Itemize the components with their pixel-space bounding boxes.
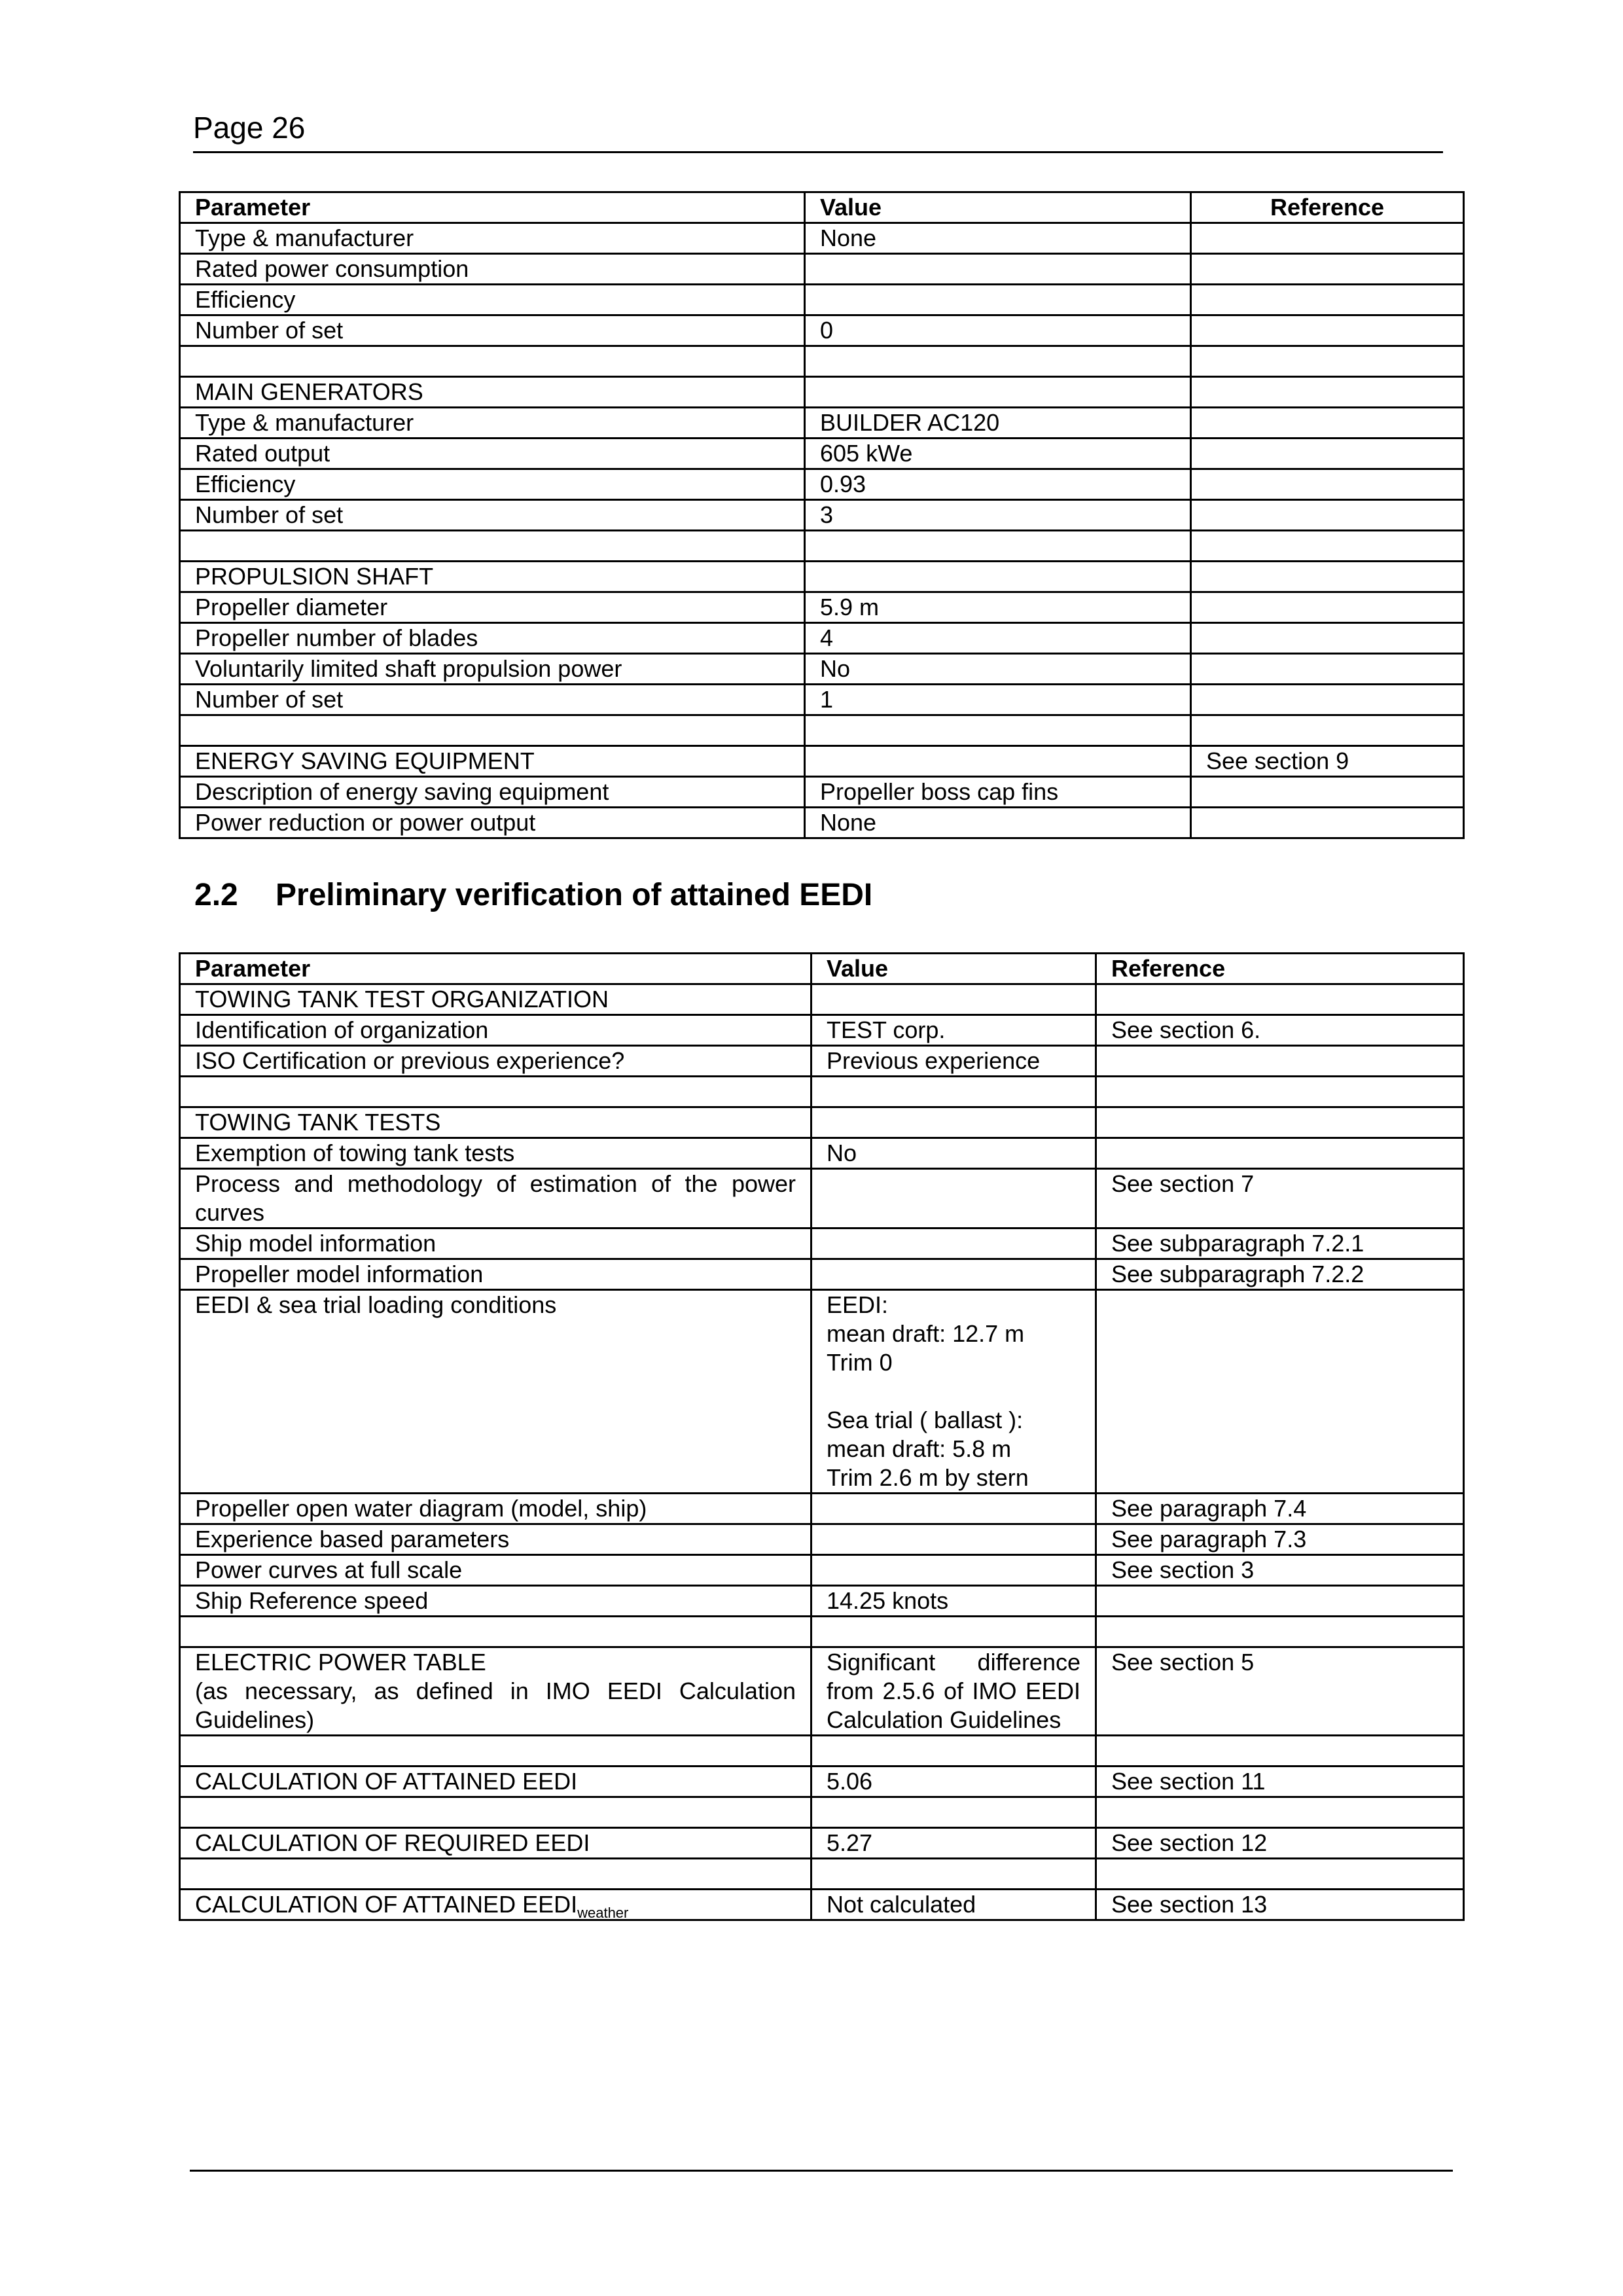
- reference-cell: See section 3: [1096, 1555, 1464, 1586]
- reference-cell: [1096, 1138, 1464, 1169]
- value-cell: [812, 1797, 1096, 1828]
- reference-cell: [1191, 592, 1464, 623]
- table-row: [180, 1555, 1464, 1586]
- reference-cell: [1191, 377, 1464, 408]
- value-cell: [812, 1555, 1096, 1586]
- reference-cell: [1191, 685, 1464, 715]
- table-row: [180, 469, 1464, 500]
- column-header-reference: Reference: [1096, 954, 1464, 984]
- parameter-cell: Efficiency: [180, 285, 805, 315]
- value-cell: [805, 254, 1191, 285]
- reference-cell: [1096, 1290, 1464, 1494]
- table-row: [180, 1797, 1464, 1828]
- parameter-cell: [180, 1617, 812, 1647]
- table-row: [180, 1229, 1464, 1259]
- value-cell: 3: [805, 500, 1191, 531]
- value-cell: [805, 715, 1191, 746]
- value-cell: [812, 1859, 1096, 1890]
- value-cell: Not calculated: [812, 1890, 1096, 1920]
- parameter-cell: [180, 1797, 812, 1828]
- reference-cell: [1096, 1736, 1464, 1767]
- section-heading: [194, 877, 872, 914]
- table-row: [180, 377, 1464, 408]
- value-cell: [812, 1617, 1096, 1647]
- reference-cell: [1191, 808, 1464, 838]
- parameter-cell: Ship model information: [180, 1229, 812, 1259]
- value-cell: 4: [805, 623, 1191, 654]
- table-row: [180, 500, 1464, 531]
- value-cell: 0.93: [805, 469, 1191, 500]
- table-header-row: [180, 192, 1464, 223]
- value-cell: No: [805, 654, 1191, 685]
- reference-cell: [1096, 1107, 1464, 1138]
- parameter-cell: Rated power consumption: [180, 254, 805, 285]
- value-cell: None: [805, 808, 1191, 838]
- table-row: [180, 408, 1464, 439]
- reference-cell: [1096, 1586, 1464, 1617]
- reference-cell: [1191, 562, 1464, 592]
- table-row: [180, 623, 1464, 654]
- parameter-cell: Experience based parameters: [180, 1524, 812, 1555]
- value-cell: [805, 377, 1191, 408]
- page-header: [193, 113, 1443, 153]
- table-row: [180, 1890, 1464, 1920]
- parameter-cell: EEDI & sea trial loading conditions: [180, 1290, 812, 1494]
- table-row: [180, 1015, 1464, 1046]
- reference-cell: [1191, 654, 1464, 685]
- value-cell: Propeller boss cap fins: [805, 777, 1191, 808]
- table-row: [180, 1647, 1464, 1736]
- parameter-cell: Number of set: [180, 315, 805, 346]
- parameter-cell: Propeller number of blades: [180, 623, 805, 654]
- generator-propulsion-table: [179, 191, 1465, 839]
- reference-cell: See subparagraph 7.2.1: [1096, 1229, 1464, 1259]
- value-cell: [805, 562, 1191, 592]
- parameter-cell: [180, 1077, 812, 1107]
- footer-rule: [190, 2170, 1453, 2172]
- value-cell: [812, 984, 1096, 1015]
- table-row: [180, 439, 1464, 469]
- reference-cell: [1191, 623, 1464, 654]
- value-cell: [812, 1494, 1096, 1524]
- parameter-text: CALCULATION OF ATTAINED EEDI: [195, 1891, 578, 1918]
- table-row: [180, 1107, 1464, 1138]
- table-row: [180, 777, 1464, 808]
- reference-cell: [1191, 223, 1464, 254]
- value-cell: [812, 1169, 1096, 1229]
- table-row: [180, 1138, 1464, 1169]
- reference-cell: See section 12: [1096, 1828, 1464, 1859]
- value-cell: 1: [805, 685, 1191, 715]
- value-cell: 5.27: [812, 1828, 1096, 1859]
- weather-subscript: weather: [577, 1905, 629, 1920]
- reference-cell: See subparagraph 7.2.2: [1096, 1259, 1464, 1290]
- parameter-cell: [180, 1736, 812, 1767]
- parameter-cell: Propeller model information: [180, 1259, 812, 1290]
- parameter-cell: [180, 1859, 812, 1890]
- table-row: [180, 531, 1464, 562]
- parameter-cell: Number of set: [180, 685, 805, 715]
- column-header-value: Value: [805, 192, 1191, 223]
- section-number: 2.2: [194, 878, 238, 912]
- value-cell: 5.9 m: [805, 592, 1191, 623]
- reference-cell: [1096, 984, 1464, 1015]
- value-cell: 605 kWe: [805, 439, 1191, 469]
- reference-cell: [1096, 1859, 1464, 1890]
- parameter-cell: Power reduction or power output: [180, 808, 805, 838]
- parameter-cell: Rated output: [180, 439, 805, 469]
- table-row: [180, 1859, 1464, 1890]
- reference-cell: [1191, 531, 1464, 562]
- parameter-cell: Type & manufacturer: [180, 223, 805, 254]
- parameter-cell: PROPULSION SHAFT: [180, 562, 805, 592]
- table-row: [180, 1259, 1464, 1290]
- table-row: [180, 685, 1464, 715]
- reference-cell: See paragraph 7.3: [1096, 1524, 1464, 1555]
- reference-cell: See section 7: [1096, 1169, 1464, 1229]
- parameter-cell: [180, 531, 805, 562]
- table-row: [180, 315, 1464, 346]
- reference-cell: See section 5: [1096, 1647, 1464, 1736]
- parameter-cell: [180, 1890, 812, 1920]
- value-cell: 5.06: [812, 1767, 1096, 1797]
- parameter-cell: Process and methodology of estimation of the power curves: [180, 1169, 812, 1229]
- reference-cell: See section 9: [1191, 746, 1464, 777]
- value-cell: [805, 746, 1191, 777]
- section-title: Preliminary verification of attained EEDI: [276, 878, 873, 912]
- table-row: [180, 1290, 1464, 1494]
- table-row: [180, 715, 1464, 746]
- reference-cell: [1096, 1046, 1464, 1077]
- reference-cell: See paragraph 7.4: [1096, 1494, 1464, 1524]
- table-row: [180, 562, 1464, 592]
- parameter-cell: MAIN GENERATORS: [180, 377, 805, 408]
- table-row: [180, 1046, 1464, 1077]
- value-cell: 0: [805, 315, 1191, 346]
- parameter-cell: Identification of organization: [180, 1015, 812, 1046]
- table-row: [180, 746, 1464, 777]
- column-header-reference: Reference: [1191, 192, 1464, 223]
- reference-cell: See section 13: [1096, 1890, 1464, 1920]
- table-row: [180, 285, 1464, 315]
- parameter-cell: Propeller diameter: [180, 592, 805, 623]
- reference-cell: [1191, 315, 1464, 346]
- reference-cell: [1191, 500, 1464, 531]
- parameter-cell: Exemption of towing tank tests: [180, 1138, 812, 1169]
- value-cell: No: [812, 1138, 1096, 1169]
- table-row: [180, 1524, 1464, 1555]
- parameter-cell: Type & manufacturer: [180, 408, 805, 439]
- table-row: [180, 1617, 1464, 1647]
- value-cell: EEDI: mean draft: 12.7 m Trim 0 Sea trial ( ballast ): mean draft: 5.8 m Trim 2.6 m by stern: [812, 1290, 1096, 1494]
- parameter-cell: Description of energy saving equipment: [180, 777, 805, 808]
- table-row: [180, 1767, 1464, 1797]
- value-cell: [812, 1524, 1096, 1555]
- value-cell: [812, 1736, 1096, 1767]
- table-row: [180, 1736, 1464, 1767]
- value-cell: [812, 1259, 1096, 1290]
- reference-cell: [1191, 715, 1464, 746]
- parameter-cell: ELECTRIC POWER TABLE (as necessary, as defined in IMO EEDI Calculation Guidelines): [180, 1647, 812, 1736]
- table-row: [180, 1169, 1464, 1229]
- parameter-cell: CALCULATION OF REQUIRED EEDI: [180, 1828, 812, 1859]
- table-row: [180, 1586, 1464, 1617]
- value-cell: [805, 346, 1191, 377]
- table-row: [180, 254, 1464, 285]
- eedi-verification-table: [179, 952, 1465, 1921]
- table-row: [180, 654, 1464, 685]
- column-header-parameter: Parameter: [180, 192, 805, 223]
- reference-cell: [1191, 254, 1464, 285]
- value-cell: None: [805, 223, 1191, 254]
- reference-cell: [1191, 408, 1464, 439]
- parameter-cell: TOWING TANK TEST ORGANIZATION: [180, 984, 812, 1015]
- parameter-cell: Voluntarily limited shaft propulsion power: [180, 654, 805, 685]
- reference-cell: [1191, 469, 1464, 500]
- parameter-cell: CALCULATION OF ATTAINED EEDI: [180, 1767, 812, 1797]
- parameter-cell: ENERGY SAVING EQUIPMENT: [180, 746, 805, 777]
- reference-cell: [1191, 777, 1464, 808]
- parameter-cell: ISO Certification or previous experience?: [180, 1046, 812, 1077]
- value-cell: [805, 531, 1191, 562]
- reference-cell: [1096, 1077, 1464, 1107]
- value-cell: TEST corp.: [812, 1015, 1096, 1046]
- value-cell: [812, 1107, 1096, 1138]
- reference-cell: See section 11: [1096, 1767, 1464, 1797]
- value-cell: 14.25 knots: [812, 1586, 1096, 1617]
- table-header-row: [180, 954, 1464, 984]
- column-header-parameter: Parameter: [180, 954, 812, 984]
- value-cell: Significant difference from 2.5.6 of IMO EEDI Calculation Guidelines: [812, 1647, 1096, 1736]
- reference-cell: [1096, 1797, 1464, 1828]
- reference-cell: [1191, 439, 1464, 469]
- parameter-cell: TOWING TANK TESTS: [180, 1107, 812, 1138]
- parameter-cell: [180, 715, 805, 746]
- parameter-cell: Power curves at full scale: [180, 1555, 812, 1586]
- page-number: Page 26: [193, 111, 306, 145]
- value-cell: [812, 1077, 1096, 1107]
- table-row: [180, 808, 1464, 838]
- table-row: [180, 346, 1464, 377]
- table-row: [180, 592, 1464, 623]
- table-row: [180, 984, 1464, 1015]
- value-cell: [812, 1229, 1096, 1259]
- reference-cell: See section 6.: [1096, 1015, 1464, 1046]
- value-cell: Previous experience: [812, 1046, 1096, 1077]
- table-row: [180, 223, 1464, 254]
- table-row: [180, 1494, 1464, 1524]
- reference-cell: [1191, 346, 1464, 377]
- parameter-cell: Ship Reference speed: [180, 1586, 812, 1617]
- value-cell: [805, 285, 1191, 315]
- parameter-cell: Number of set: [180, 500, 805, 531]
- table-row: [180, 1828, 1464, 1859]
- table-row: [180, 1077, 1464, 1107]
- parameter-cell: Efficiency: [180, 469, 805, 500]
- reference-cell: [1096, 1617, 1464, 1647]
- value-cell: BUILDER AC120: [805, 408, 1191, 439]
- parameter-cell: [180, 346, 805, 377]
- column-header-value: Value: [812, 954, 1096, 984]
- parameter-cell: Propeller open water diagram (model, ship): [180, 1494, 812, 1524]
- reference-cell: [1191, 285, 1464, 315]
